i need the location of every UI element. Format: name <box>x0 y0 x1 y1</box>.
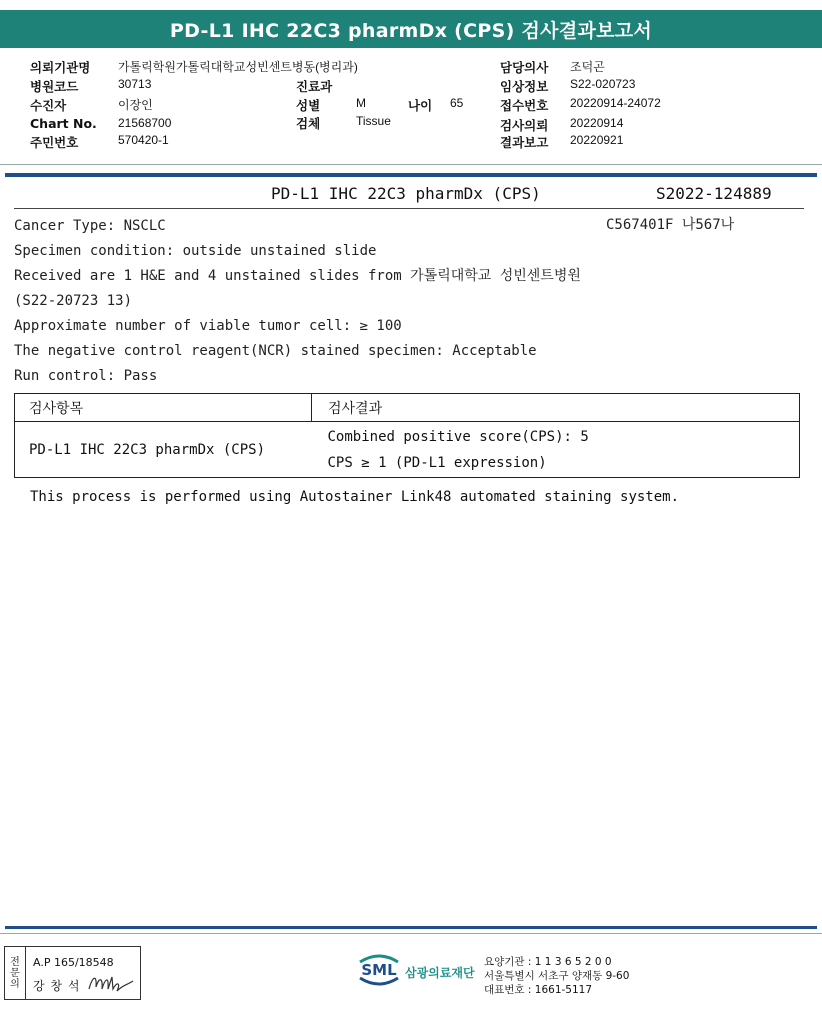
report-id: S2022-124889 <box>656 184 772 203</box>
stamp-side-char: 전 <box>10 956 20 968</box>
col-header-item: 검사항목 <box>15 394 312 422</box>
section-top-rule <box>5 173 817 177</box>
hospital-code-label: 병원코드 <box>30 79 79 94</box>
patient-header <box>0 56 822 156</box>
table-row <box>15 422 800 478</box>
logo-text: SML <box>361 961 397 979</box>
chart-label: Chart No. <box>30 116 97 131</box>
doctor-value: 조덕곤 <box>570 60 605 74</box>
specimen-condition-line: Specimen condition: outside unstained slide <box>14 243 377 259</box>
age-value: 65 <box>450 96 464 110</box>
pathologist-stamp <box>4 946 141 1000</box>
address: 서울특별시 서초구 양재동 9-60 <box>484 970 630 982</box>
tumor-cell-line: Approximate number of viable tumor cell: ≥ 100 <box>14 318 402 334</box>
patient-value: 이장인 <box>118 98 153 112</box>
report-body <box>14 214 581 389</box>
sex-label: 성별 <box>296 98 321 113</box>
chart-value: 21568700 <box>118 116 172 130</box>
footer <box>0 940 822 1011</box>
org-name: 삼광의료재단 <box>405 966 475 980</box>
signature-icon <box>87 971 135 995</box>
phone: 대표번호 : 1661-5117 <box>484 984 593 996</box>
report-title: PD-L1 IHC 22C3 pharmDx (CPS) 검사결과보고서 <box>0 10 822 48</box>
request-label: 검사의뢰 <box>500 118 549 133</box>
stamp-side-char: 의 <box>10 978 20 990</box>
specimen-label: 검체 <box>296 116 321 131</box>
doctor-label: 담당의사 <box>500 60 549 75</box>
cps-score: Combined positive score(CPS): 5 <box>327 428 589 445</box>
resident-label: 주민번호 <box>30 135 79 150</box>
institution-label: 의뢰기관명 <box>30 60 91 75</box>
footer-thin-rule <box>0 933 822 934</box>
clinical-value: S22-020723 <box>570 77 636 91</box>
cancer-type-line: Cancer Type: NSCLC <box>14 218 166 234</box>
clinical-label: 임상정보 <box>500 79 549 94</box>
result-table <box>14 393 800 478</box>
test-name-heading: PD-L1 IHC 22C3 pharmDx (CPS) <box>271 184 541 203</box>
stamp-name: 강 창 석 <box>33 979 81 993</box>
receipt-value: 20220914-24072 <box>570 96 661 110</box>
sex-value: M <box>356 96 366 110</box>
dept-label: 진료과 <box>296 79 333 94</box>
received-line: Received are 1 H&E and 4 unstained slides from 가톨릭대학교 성빈센트병원 <box>14 268 581 284</box>
institution-value: 가톨릭학원가톨릭대학교성빈센트병동(병리과) <box>118 60 358 74</box>
stamp-side-label <box>5 947 26 999</box>
test-item-cell: PD-L1 IHC 22C3 pharmDx (CPS) <box>15 422 312 478</box>
stamp-side-char: 문 <box>10 967 20 979</box>
patient-label: 수진자 <box>30 98 67 113</box>
ncr-line: The negative control reagent(NCR) stained specimen: Acceptable <box>14 343 537 359</box>
table-header-row <box>15 394 800 422</box>
resident-value: 570420-1 <box>118 133 169 147</box>
stamp-license: A.P 165/18548 <box>33 956 114 969</box>
specimen-code: C567401F 나567나 <box>606 217 735 233</box>
report-date-label: 결과보고 <box>500 135 549 150</box>
header-divider <box>0 164 822 165</box>
hospital-code-value: 30713 <box>118 77 152 91</box>
report-date-value: 20220921 <box>570 133 624 147</box>
test-result-cell <box>312 422 800 478</box>
slide-id-line: (S22-20723 13) <box>14 293 133 309</box>
age-label: 나이 <box>408 98 433 113</box>
cps-interpretation: CPS ≥ 1 (PD-L1 expression) <box>327 454 547 471</box>
request-value: 20220914 <box>570 116 624 130</box>
section-underline <box>14 208 804 209</box>
sml-logo-icon <box>356 952 402 986</box>
receipt-label: 접수번호 <box>500 98 549 113</box>
run-control-line: Run control: Pass <box>14 368 158 384</box>
footer-rule <box>5 926 817 929</box>
care-code: 요양기관 : 1 1 3 6 5 2 0 0 <box>484 956 612 968</box>
col-header-result: 검사결과 <box>312 394 800 422</box>
specimen-value: Tissue <box>356 114 391 128</box>
section-header <box>0 184 822 208</box>
process-note: This process is performed using Autostainer Link48 automated staining system. <box>30 489 680 505</box>
